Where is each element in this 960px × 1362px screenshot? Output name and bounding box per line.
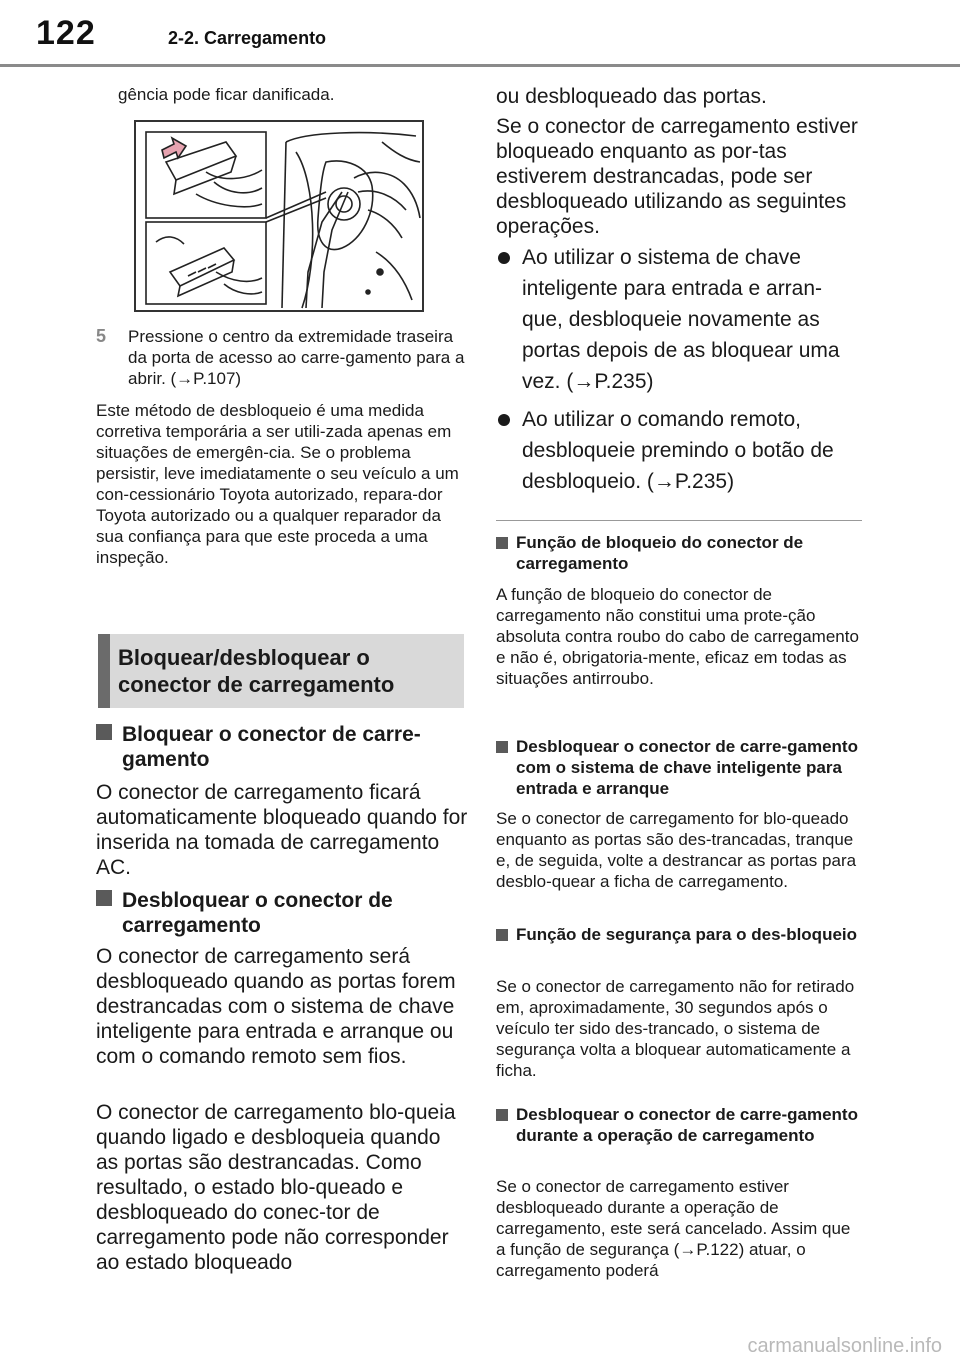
bullet-dot-icon bbox=[498, 414, 510, 426]
page-number: 122 bbox=[36, 14, 96, 52]
bullet-dot-icon bbox=[498, 252, 510, 264]
unlock-connector-text: O conector de carregamento será desbloqueado quando as portas forem destrancadas com o sistema de chave inteligente para entrada e arranque ou com o comando remoto sem fios. bbox=[96, 945, 456, 1068]
locked-connector-paragraph: Se o conector de carregamento estiver bloqueado enquanto as por-tas estiverem destrancadas, pode ser desbloqueado utilizando as seguintes operações. bbox=[496, 115, 858, 238]
square-bullet-icon bbox=[496, 929, 508, 941]
connector-illustration-drawing bbox=[136, 122, 422, 310]
heading-lock-function bbox=[496, 532, 862, 574]
unlock-smart-key-text: Se o conector de carregamento for blo-queado enquanto as portas são des-trancadas, tranque e, de seguida, volte a destrancar as portas para desblo-quear a ficha de carregamento. bbox=[496, 809, 857, 891]
security-function-text: Se o conector de carregamento não for retirado em, aproximadamente, 30 segundos após o veículo ter sido des-trancado, o sistema de segurança volta a bloquear automaticamente a ficha. bbox=[496, 977, 855, 1080]
subheading-lock-line1: Bloquear o conector de carre- bbox=[122, 723, 421, 746]
subheading-unlock-line2: carregamento bbox=[122, 914, 261, 937]
section-divider bbox=[496, 520, 862, 521]
unlock-during-charge-text: Se o conector de carregamento estiver desbloqueado durante a operação de carregamento, este será cancelado. Assim que a função de segurança (→P.122) atuar, o carregamento poderá bbox=[496, 1177, 851, 1280]
step-5 bbox=[96, 326, 468, 389]
square-bullet-icon bbox=[96, 724, 112, 740]
heading-unlock-smart-key-text: Desbloquear o conector de carre-gamento com o sistema de chave inteligente para entrada e arranque bbox=[516, 737, 858, 798]
header-rule bbox=[0, 64, 960, 67]
continuation-text: ou desbloqueado das portas. bbox=[496, 85, 767, 108]
intro-tail-text: gência pode ficar danificada. bbox=[118, 85, 335, 104]
bullet-smart-key-text: Ao utilizar o sistema de chave inteligente para entrada e arran-que, desbloqueie novamente as portas depois de as bloquear uma vez. (→P.235) bbox=[522, 246, 840, 393]
square-bullet-icon bbox=[496, 537, 508, 549]
banner-title-line2: conector de carregamento bbox=[118, 672, 395, 697]
heading-security-function bbox=[496, 924, 862, 945]
step-number: 5 bbox=[96, 326, 107, 346]
lock-function-text: A função de bloqueio do conector de carregamento não constitui uma prote-ção absoluta contra roubo do cabo de carregamento e não é, obrigatoria-mente, eficaz em todas as situações antirroubo. bbox=[496, 585, 859, 688]
section-title: 2-2. Carregamento bbox=[168, 28, 327, 48]
lock-connector-text: O conector de carregamento ficará automaticamente bloqueado quando for inserida na tomada de carregamento AC. bbox=[96, 781, 468, 879]
heading-lock-function-text: Função de bloqueio do conector de carregamento bbox=[516, 533, 804, 573]
bullet-smart-key bbox=[496, 242, 862, 397]
page-header bbox=[0, 0, 960, 70]
connector-state-text: O conector de carregamento blo-queia quando ligado e desbloqueia quando as portas são destrancadas. Como resultado, o estado blo-queado e desbloqueado do conec-tor de carregamento pode não corresponder ao estado bloqueado bbox=[96, 1101, 456, 1274]
subheading-unlock-line1: Desbloquear o conector de bbox=[122, 889, 393, 912]
banner-accent-bar bbox=[98, 634, 110, 708]
emergency-paragraph: Este método de desbloqueio é uma medida corretiva temporária a ser utili-zada apenas em situações de emergên-cia. Se o problema persistir, leve imediatamente o seu veículo a um con-cessionário Toyota autorizado, repara-dor Toyota autorizado ou a qualquer reparador da sua confiança para que este proceda a uma inspeção. bbox=[96, 401, 459, 567]
step-text: Pressione o centro da extremidade traseira da porta de acesso ao carre-gamento para a abrir. (→P.107) bbox=[128, 327, 465, 388]
watermark: carmanualsonline.info bbox=[747, 1335, 942, 1357]
square-bullet-icon bbox=[96, 890, 112, 906]
banner-title bbox=[118, 644, 394, 698]
subheading-lock-connector bbox=[96, 722, 468, 772]
heading-unlock-smart-key bbox=[496, 736, 862, 799]
subheading-lock-line2: gamento bbox=[122, 748, 210, 771]
connector-illustration bbox=[134, 120, 424, 312]
square-bullet-icon bbox=[496, 1109, 508, 1121]
bullet-remote-text: Ao utilizar o comando remoto, desbloqueie premindo o botão de desbloqueio. (→P.235) bbox=[522, 408, 834, 493]
heading-unlock-during-charge bbox=[496, 1104, 862, 1146]
subheading-unlock-connector bbox=[96, 888, 468, 938]
heading-security-function-text: Função de segurança para o des-bloqueio bbox=[516, 925, 858, 944]
banner-title-line1: Bloquear/desbloquear o bbox=[118, 645, 370, 670]
square-bullet-icon bbox=[496, 741, 508, 753]
bullet-remote bbox=[496, 404, 862, 497]
heading-unlock-during-charge-text: Desbloquear o conector de carre-gamento durante a operação de carregamento bbox=[516, 1105, 858, 1145]
section-banner bbox=[98, 634, 464, 708]
